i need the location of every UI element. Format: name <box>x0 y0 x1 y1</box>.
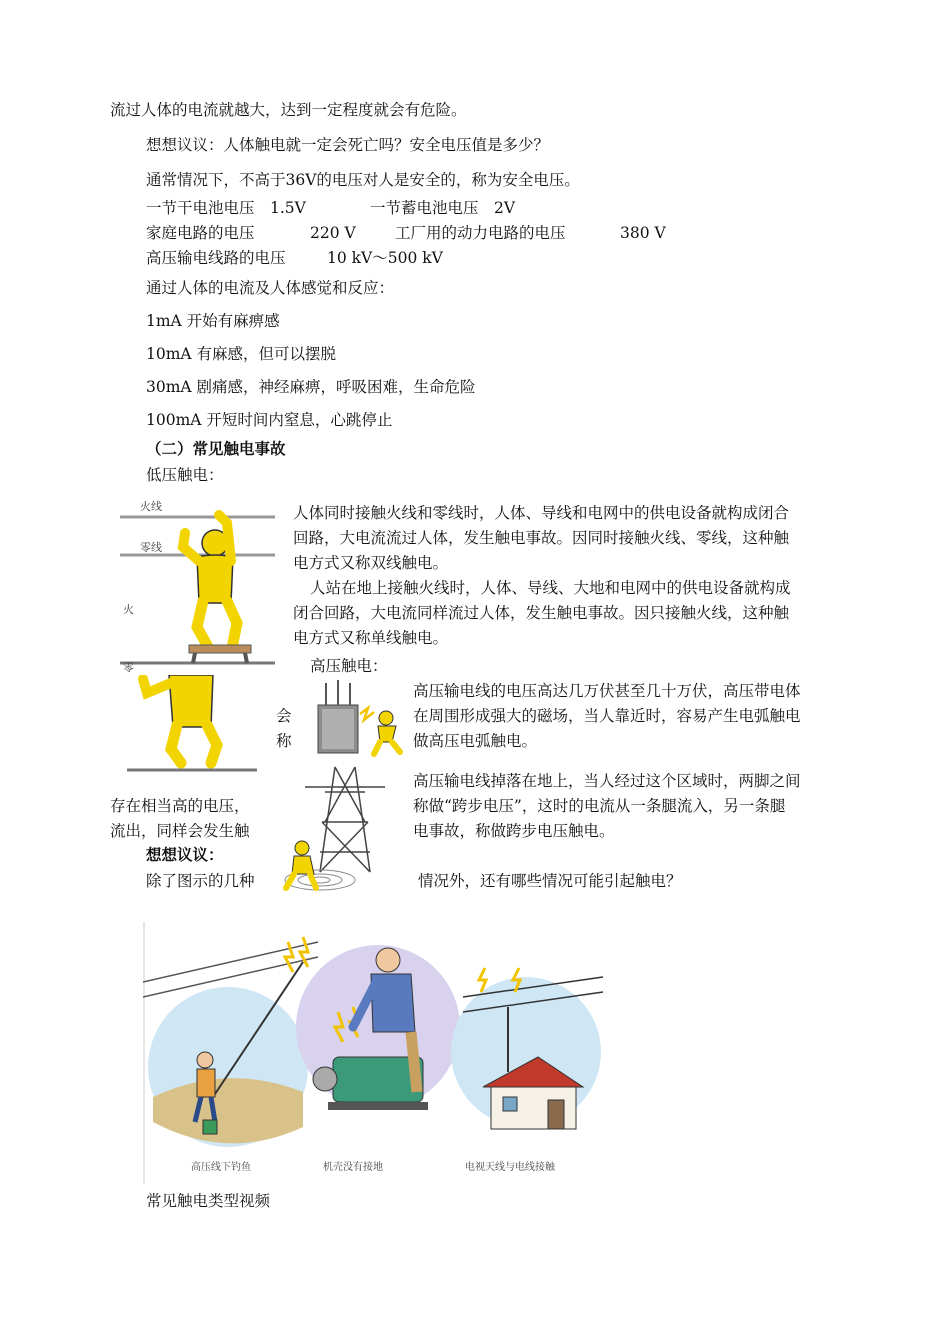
arc-shock-para: 做高压电弧触电。 <box>413 732 538 750</box>
scene1-caption: 高压线下钓鱼 <box>191 1162 251 1173</box>
question-heading: 想想议议： <box>146 845 224 864</box>
scene-antenna-contact <box>451 968 603 1129</box>
fragment-text: 会 <box>276 707 292 725</box>
text-line: 通过人体的电流及人体感觉和反应： <box>146 279 395 297</box>
subheading-high-voltage: 高压触电： <box>310 657 388 675</box>
scene2-caption: 机壳没有接地 <box>323 1162 383 1173</box>
voltage-factory-label: 工厂用的动力电路的电压 <box>395 224 566 242</box>
current-30ma: 30mA 剧痛感，神经麻痹，呼吸困难，生命危险 <box>146 378 476 396</box>
fire-wire-label: 火线 <box>140 500 162 513</box>
voltage-home-label: 家庭电路的电压 <box>146 224 255 242</box>
fire-short-label: 火 <box>123 603 134 616</box>
two-wire-para: 电方式又称双线触电。 <box>293 554 449 572</box>
neutral-wire-label: 零线 <box>140 541 162 554</box>
arc-shock-para: 高压输电线的电压高达几万伏甚至几十万伏，高压带电体 <box>413 682 801 700</box>
single-wire-para: 闭合回路，大电流同样流过人体，发生触电事故。因只接触火线，这种触 <box>293 604 790 622</box>
question-text: 除了图示的几种 <box>146 872 255 890</box>
voltage-lead-battery: 一节蓄电池电压 2V <box>370 199 516 217</box>
single-wire-para: 电方式又称单线触电。 <box>293 629 449 647</box>
section-heading: （二）常见触电事故 <box>146 439 286 458</box>
fragment-text: 流出，同样会发生触 <box>110 822 250 840</box>
subheading-low-voltage: 低压触电： <box>146 466 224 484</box>
step-voltage-para: 称做“跨步电压”，这时的电流从一条腿流入，另一条腿 <box>413 797 786 815</box>
scene-fishing <box>143 942 318 1147</box>
video-caption: 常见触电类型视频 <box>146 1192 271 1210</box>
voltage-dry-battery: 一节干电池电压 1.5V <box>146 199 306 217</box>
arc-shock-figure <box>308 680 413 760</box>
two-wire-shock-figure <box>115 495 280 675</box>
fragment-text: 存在相当高的电压， <box>110 797 250 815</box>
step-voltage-para: 电事故，称做跨步电压触电。 <box>413 822 615 840</box>
question-line: 想想议议：人体触电就一定会死亡吗？安全电压值是多少？ <box>146 136 550 154</box>
voltage-factory-value: 380 V <box>620 224 666 242</box>
voltage-hv-value: 10 kV～500 kV <box>327 249 443 267</box>
scene3-caption: 电视天线与电线接触 <box>465 1162 555 1173</box>
step-voltage-figure <box>280 762 405 902</box>
two-wire-para: 人体同时接触火线和零线时，人体、导线和电网中的供电设备就构成闭合 <box>293 504 790 522</box>
current-100ma: 100mA 开短时间内窒息，心跳停止 <box>146 411 393 429</box>
two-wire-para: 回路，大电流流过人体，发生触电事故。因同时接触火线、零线，这种触 <box>293 529 790 547</box>
step-voltage-para: 高压输电线掉落在地上，当人经过这个区域时，两脚之间 <box>413 772 801 790</box>
voltage-hv-label: 高压输电线路的电压 <box>146 249 286 267</box>
voltage-home-value: 220 V <box>310 224 356 242</box>
common-shock-scenes-illustration <box>143 922 613 1184</box>
fragment-text: 称 <box>276 732 292 750</box>
single-wire-para: 人站在地上接触火线时，人体、导线、大地和电网中的供电设备就构成 <box>310 579 791 597</box>
single-wire-shock-figure <box>125 675 260 775</box>
current-1ma: 1mA 开始有麻痹感 <box>146 312 280 330</box>
question-text: 情况外，还有哪些情况可能引起触电？ <box>418 872 682 890</box>
text-line: 流过人体的电流就越大，达到一定程度就会有危险。 <box>110 101 467 119</box>
scene-ungrounded-motor <box>285 937 460 1110</box>
current-10ma: 10mA 有麻感，但可以摆脱 <box>146 345 337 363</box>
neutral-short-label: 零 <box>123 661 134 674</box>
text-line: 通常情况下，不高于36V的电压对人是安全的，称为安全电压。 <box>146 171 580 189</box>
arc-shock-para: 在周围形成强大的磁场，当人靠近时，容易产生电弧触电 <box>413 707 801 725</box>
